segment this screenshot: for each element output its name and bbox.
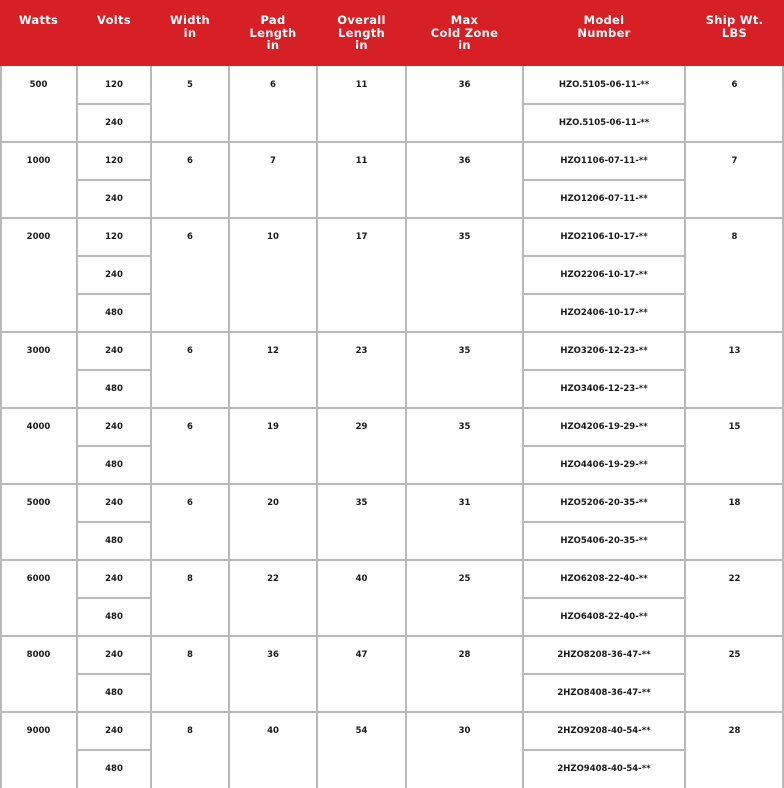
- cell-width: 8: [187, 726, 193, 736]
- header-label-width: Width in: [169, 13, 211, 40]
- group-divider: [0, 407, 784, 409]
- cell-model: HZO3406-12-23-**: [560, 384, 648, 394]
- cell-volts: 240: [105, 194, 123, 204]
- cell-volts: 240: [105, 726, 123, 736]
- row-divider: [523, 103, 685, 105]
- group-divider: [0, 483, 784, 485]
- cell-pad: 12: [267, 346, 279, 356]
- row-divider: [523, 597, 685, 599]
- header-label-pad: Pad Length in: [249, 13, 297, 52]
- cell-watts: 4000: [26, 422, 51, 432]
- cell-overall: 23: [355, 346, 368, 356]
- cell-ship: 7: [731, 156, 738, 166]
- cell-cold: 36: [458, 80, 471, 90]
- row-divider: [77, 255, 151, 257]
- header-watts: [0, 0, 77, 66]
- cell-width: 8: [187, 650, 193, 660]
- header-label-watts: Watts: [18, 13, 59, 27]
- cell-volts: 480: [105, 764, 123, 774]
- cell-model: HZO2106-10-17-**: [560, 232, 648, 242]
- cell-volts: 480: [105, 308, 123, 318]
- cell-pad: 40: [267, 726, 279, 736]
- cell-watts: 500: [29, 80, 48, 90]
- cell-volts: 240: [105, 346, 123, 356]
- cell-pad: 20: [267, 498, 279, 508]
- row-divider: [77, 521, 151, 523]
- table-edge-left: [0, 66, 2, 788]
- cell-overall: 29: [355, 422, 368, 432]
- row-divider: [523, 749, 685, 751]
- group-divider: [0, 331, 784, 333]
- cell-cold: 35: [458, 346, 471, 356]
- cell-ship: 28: [728, 726, 741, 736]
- cell-ship: 13: [728, 346, 741, 356]
- cell-overall: 35: [355, 498, 368, 508]
- row-divider: [523, 369, 685, 371]
- cell-cold: 35: [458, 232, 471, 242]
- cell-overall: 47: [355, 650, 368, 660]
- cell-ship: 15: [728, 422, 741, 432]
- header-label-ship: Ship Wt. LBS: [705, 13, 764, 40]
- cell-model: HZO5206-20-35-**: [560, 498, 648, 508]
- cell-model: HZO3206-12-23-**: [560, 346, 648, 356]
- cell-watts: 5000: [26, 498, 51, 508]
- cell-volts: 480: [105, 384, 123, 394]
- column-divider: [405, 66, 407, 788]
- cell-model: 2HZO8208-36-47-**: [557, 650, 651, 660]
- header-ship: [685, 0, 784, 66]
- row-divider: [523, 521, 685, 523]
- cell-width: 6: [187, 346, 193, 356]
- cell-overall: 11: [355, 156, 368, 166]
- cell-pad: 22: [267, 574, 279, 584]
- cell-volts: 120: [105, 80, 123, 90]
- column-divider: [522, 66, 524, 788]
- cell-model: HZO4206-19-29-**: [560, 422, 648, 432]
- cell-width: 8: [187, 574, 193, 584]
- group-divider: [0, 141, 784, 143]
- column-divider: [316, 66, 318, 788]
- cell-model: HZO4406-19-29-**: [560, 460, 648, 470]
- cell-pad: 19: [267, 422, 279, 432]
- header-overall: [317, 0, 406, 66]
- cell-volts: 120: [105, 232, 123, 242]
- cell-model: 2HZO9208-40-54-**: [557, 726, 651, 736]
- cell-ship: 6: [731, 80, 738, 90]
- cell-model: HZO6208-22-40-**: [560, 574, 648, 584]
- cell-model: HZO1106-07-11-**: [560, 156, 648, 166]
- cell-volts: 240: [105, 574, 123, 584]
- header-label-cold: Max Cold Zone in: [430, 13, 499, 52]
- row-divider: [523, 179, 685, 181]
- row-divider: [77, 369, 151, 371]
- row-divider: [77, 445, 151, 447]
- column-divider: [150, 66, 152, 788]
- row-divider: [523, 293, 685, 295]
- cell-model: 2HZO9408-40-54-**: [557, 764, 651, 774]
- cell-overall: 11: [355, 80, 368, 90]
- cell-cold: 28: [458, 650, 471, 660]
- cell-watts: 2000: [26, 232, 51, 242]
- cell-volts: 240: [105, 422, 123, 432]
- header-label-overall: Overall Length in: [337, 13, 386, 52]
- row-divider: [523, 673, 685, 675]
- cell-pad: 10: [267, 232, 279, 242]
- cell-volts: 120: [105, 156, 123, 166]
- column-divider: [684, 66, 686, 788]
- cell-ship: 18: [728, 498, 741, 508]
- cell-model: HZO6408-22-40-**: [560, 612, 648, 622]
- cell-cold: 36: [458, 156, 471, 166]
- cell-cold: 25: [458, 574, 471, 584]
- row-divider: [77, 179, 151, 181]
- cell-width: 6: [187, 156, 193, 166]
- cell-volts: 480: [105, 460, 123, 470]
- cell-volts: 480: [105, 536, 123, 546]
- row-divider: [77, 293, 151, 295]
- cell-width: 6: [187, 422, 193, 432]
- row-divider: [77, 673, 151, 675]
- row-divider: [523, 255, 685, 257]
- cell-ship: 25: [728, 650, 741, 660]
- cell-watts: 8000: [26, 650, 51, 660]
- cell-model: HZO2206-10-17-**: [560, 270, 648, 280]
- cell-pad: 7: [270, 156, 276, 166]
- cell-cold: 35: [458, 422, 471, 432]
- header-volts: [77, 0, 151, 66]
- cell-model: HZO1206-07-11-**: [560, 194, 648, 204]
- header-label-volts: Volts: [97, 13, 131, 27]
- cell-model: 2HZO8408-36-47-**: [557, 688, 651, 698]
- cell-volts: 240: [105, 270, 123, 280]
- cell-ship: 22: [728, 574, 741, 584]
- cell-volts: 240: [105, 498, 123, 508]
- cell-width: 5: [187, 80, 193, 90]
- row-divider: [523, 445, 685, 447]
- cell-pad: 6: [270, 80, 276, 90]
- cell-overall: 17: [355, 232, 368, 242]
- row-divider: [77, 103, 151, 105]
- cell-pad: 36: [267, 650, 279, 660]
- column-divider: [228, 66, 230, 788]
- cell-model: HZO5406-20-35-**: [560, 536, 648, 546]
- row-divider: [77, 597, 151, 599]
- cell-model: HZO2406-10-17-**: [560, 308, 648, 318]
- cell-watts: 3000: [26, 346, 51, 356]
- cell-ship: 8: [731, 232, 738, 242]
- cell-width: 6: [187, 498, 193, 508]
- header-label-model: Model Number: [577, 13, 631, 40]
- cell-cold: 30: [458, 726, 471, 736]
- cell-volts: 240: [105, 650, 123, 660]
- header-model: [523, 0, 685, 66]
- group-divider: [0, 559, 784, 561]
- group-divider: [0, 217, 784, 219]
- header-cold: [406, 0, 523, 66]
- cell-volts: 480: [105, 612, 123, 622]
- cell-watts: 6000: [26, 574, 51, 584]
- cell-volts: 480: [105, 688, 123, 698]
- group-divider: [0, 635, 784, 637]
- cell-model: HZO.5105-06-11-**: [558, 80, 650, 90]
- cell-volts: 240: [105, 118, 123, 128]
- header-width: [151, 0, 229, 66]
- cell-model: HZO.5105-06-11-**: [558, 118, 650, 128]
- row-divider: [77, 749, 151, 751]
- cell-width: 6: [187, 232, 193, 242]
- cell-overall: 54: [355, 726, 368, 736]
- header-pad: [229, 0, 317, 66]
- cell-watts: 9000: [26, 726, 51, 736]
- group-divider: [0, 711, 784, 713]
- column-divider: [76, 66, 78, 788]
- cell-overall: 40: [355, 574, 368, 584]
- cell-cold: 31: [458, 498, 471, 508]
- cell-watts: 1000: [26, 156, 51, 166]
